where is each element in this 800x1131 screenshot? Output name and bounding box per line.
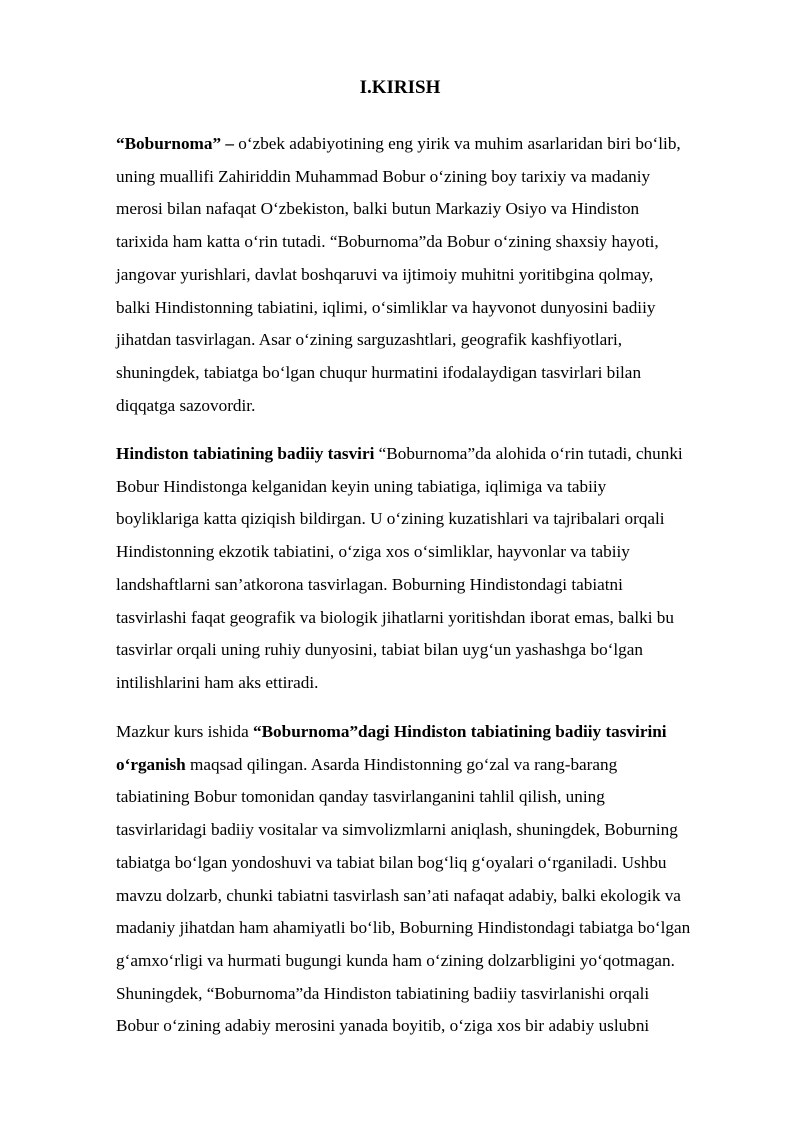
bold-term: Hindiston tabiatining badiiy tasviri — [116, 444, 375, 463]
text-line: tasvirlaridagi badiiy vositalar va simvolizmlarni aniqlash, shuningdek, Boburning — [116, 820, 678, 840]
paragraph-nature-description — [116, 438, 756, 700]
text-line: tasvirlar orqali uning ruhiy dunyosini, tabiat bilan uyg‘un yashashga bo‘lgan — [116, 640, 643, 660]
text-line: madaniy jihatdan ham ahamiyatli bo‘lib, Boburning Hindistondagi tabiatga bo‘lgan — [116, 918, 691, 938]
text-line: tabiatga bo‘lgan yondoshuvi va tabiat bilan bog‘liq g‘oyalari o‘rganiladi. Ushbu — [116, 852, 667, 872]
bold-term: “Boburnoma” – — [116, 134, 234, 153]
text-line: uning muallifi Zahiriddin Muhammad Bobur o‘zining boy tarixiy va madaniy — [116, 166, 651, 186]
paragraph-introduction — [116, 128, 756, 422]
text-line: tarixida ham katta o‘rin tutadi. “Boburnoma”da Bobur o‘zining shaxsiy hayoti, — [116, 232, 659, 252]
bold-term: o‘rganish — [116, 754, 186, 774]
text-line: merosi bilan nafaqat O‘zbekiston, balki butun Markaziy Osiyo va Hindiston — [116, 199, 640, 219]
page-title: I.KIRISH — [359, 77, 441, 98]
text-line: tabiatining Bobur tomonidan qanday tasvirlanganini tahlil qilish, uning — [116, 787, 605, 807]
text-line: g‘amxo‘rligi va hurmati bugungi kunda ham o‘zining dolzarbligini yo‘qotmagan. — [116, 950, 675, 970]
text-line: shuningdek, tabiatga bo‘lgan chuqur hurmatini ifodalaydigan tasvirlari bilan — [116, 362, 642, 382]
text-line — [116, 128, 756, 161]
line-text: “Boburnoma”da alohida o‘rin tutadi, chunki — [374, 444, 683, 463]
text-line: Bobur Hindistonga kelganidan keyin uning tabiatiga, iqlimiga va tabiiy — [116, 476, 607, 496]
text-line: jangovar yurishlari, davlat boshqaruvi va ijtimoiy muhitni yoritibgina qolmay, — [116, 264, 654, 284]
text-line: jihatdan tasvirlagan. Asar o‘zining sarguzashtlari, geografik kashfiyotlari, — [116, 330, 623, 350]
line-text: Mazkur kurs ishida — [116, 722, 253, 741]
text-line: landshaftlarni san’atkorona tasvirlagan. Boburning Hindistondagi tabiatni — [116, 574, 623, 594]
line-text: o‘zbek adabiyotining eng yirik va muhim asarlaridan biri bo‘lib, — [233, 134, 681, 153]
text-line: Bobur o‘zining adabiy merosini yanada boyitib, o‘ziga xos bir adabiy uslubni — [116, 1016, 650, 1036]
bold-term: “Boburnoma”dagi Hindiston tabiatining badiiy tasvirini — [253, 722, 667, 741]
text-line: tasvirlashi faqat geografik va biologik jihatlarni yoritishdan iborat emas, balki bu — [116, 607, 674, 627]
text-line: boyliklariga katta qiziqish bildirgan. U o‘zining kuzatishlari va tajribalari orqali — [116, 509, 665, 529]
text-line: Hindistonning ekzotik tabiatini, o‘ziga xos o‘simliklar, hayvonlar va tabiiy — [116, 542, 630, 562]
text-line: balki Hindistonning tabiatini, iqlimi, o‘simliklar va hayvonot dunyosini badiiy — [116, 297, 656, 317]
text-line — [116, 716, 756, 749]
text-line: mavzu dolzarb, chunki tabiatni tasvirlash san’ati nafaqat adabiy, balki ekologik va — [116, 885, 681, 905]
text-line — [116, 438, 756, 471]
line-text: maqsad qilingan. Asarda Hindistonning go‘zal va rang-barang — [185, 754, 618, 774]
text-line: diqqatga sazovordir. — [116, 395, 256, 415]
text-line: Shuningdek, “Boburnoma”da Hindiston tabiatining badiiy tasvirlanishi orqali — [116, 983, 650, 1003]
paragraph-course-goal — [116, 716, 756, 1043]
text-line: intilishlarini ham aks ettiradi. — [116, 672, 319, 692]
text-line — [116, 749, 756, 782]
